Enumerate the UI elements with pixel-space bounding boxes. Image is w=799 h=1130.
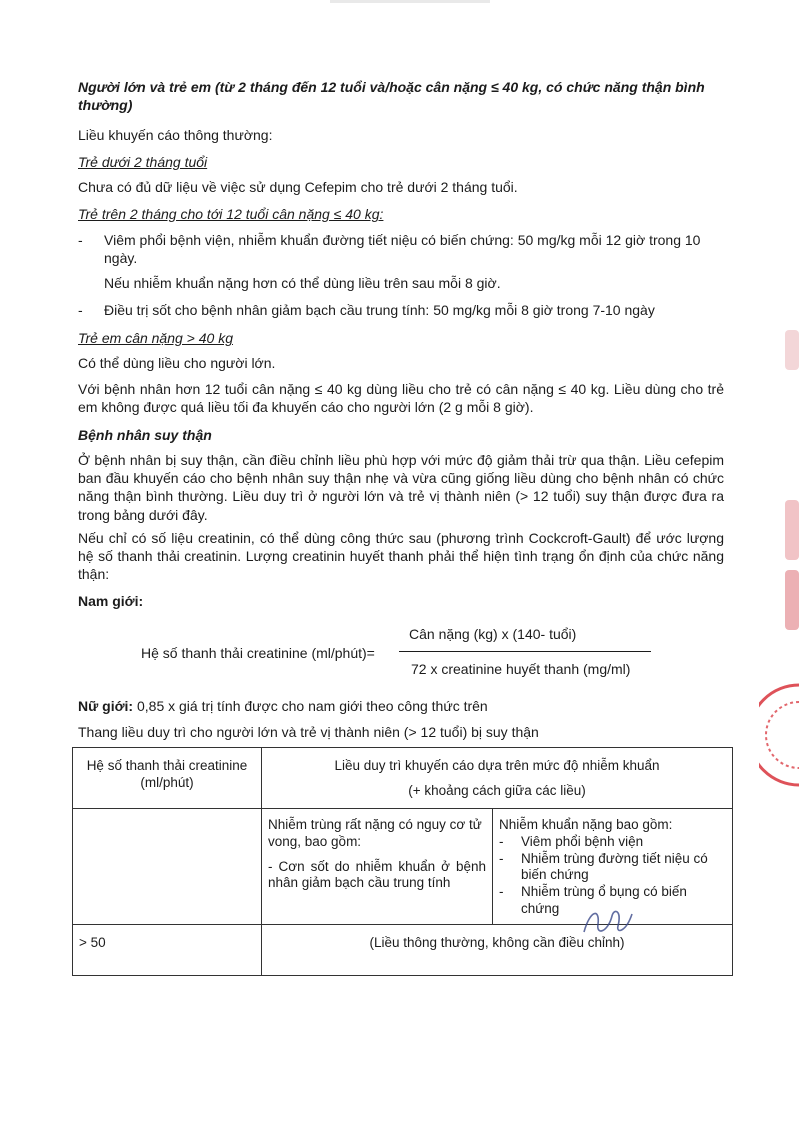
bullet1-text: Viêm phổi bệnh viện, nhiễm khuẩn đường tiết niệu có biến chứng: 50 mg/kg mỗi 12 giờ trong 10 ngày. <box>104 232 701 267</box>
female-text: 0,85 x giá trị tính được cho nam giới theo công thức trên <box>133 698 488 714</box>
signature-mark <box>578 902 638 942</box>
empty-cell <box>73 808 262 924</box>
over40-text: Có thể dùng liều cho người lớn. <box>78 355 276 371</box>
dose-value: (Liều thông thường, không cần điều chỉnh) <box>262 925 733 976</box>
formula-denominator: 72 x creatinine huyết thanh (mg/ml) <box>411 661 631 677</box>
list-item: - Viêm phổi bệnh viện <box>499 833 644 849</box>
col2-header <box>262 748 733 809</box>
dash-marker: - <box>78 232 83 248</box>
clearance-value: > 50 <box>73 925 262 976</box>
severe-item-3: Nhiễm trùng ổ bụng có biến chứng <box>521 884 687 917</box>
stamp-fragment <box>785 500 799 560</box>
stamp-fragment <box>785 570 799 630</box>
bullet1-extra: Nếu nhiễm khuẩn nặng hơn có thể dùng liều trên sau mỗi 8 giờ. <box>104 275 501 291</box>
list-item: - Nhiễm trùng đường tiết niệu có biến chứng <box>499 850 708 883</box>
dash-marker: - <box>78 302 83 318</box>
male-label: Nam giới: <box>78 593 144 609</box>
table-row <box>73 748 733 809</box>
very-severe-title: Nhiễm trùng rất nặng có nguy cơ tử vong, bao gồm: <box>268 816 482 849</box>
stamp-fragment <box>785 330 799 370</box>
renal-heading: Bệnh nhân suy thận <box>78 427 212 443</box>
col2-header-line1: Liều duy trì khuyến cáo dựa trên mức độ nhiễm khuẩn <box>334 758 660 773</box>
stamp-seal <box>759 680 799 790</box>
under2-text: Chưa có đủ dữ liệu về việc sử dụng Cefepim cho trẻ dưới 2 tháng tuổi. <box>78 179 518 195</box>
very-severe-item: - Cơn sốt do nhiễm khuẩn ở bệnh nhân giảm bạch cầu trung tính <box>268 858 486 891</box>
list-item: - Nhiễm trùng ổ bụng có biến chứng <box>499 884 687 917</box>
formula-numerator: Cân nặng (kg) x (140- tuổi) <box>409 626 577 642</box>
over40-heading: Trẻ em cân nặng > 40 kg <box>78 330 233 346</box>
severe-item-2: Nhiễm trùng đường tiết niệu có biến chứng <box>521 850 708 883</box>
usual-dose-label: Liều khuyến cáo thông thường: <box>78 127 273 143</box>
over12-text: Với bệnh nhân hơn 12 tuổi cân nặng ≤ 40 kg dùng liều cho trẻ có cân nặng ≤ 40 kg. Liều dùng cho trẻ em không được quá liều tối đa khuyến cáo cho người lớn (2 g mỗi 8 giờ). <box>78 381 724 416</box>
bullet2-text: Điều trị sốt cho bệnh nhân giảm bạch cầu trung tính: 50 mg/kg mỗi 8 giờ trong 7-10 ngày <box>104 302 655 318</box>
severe-item-1: Viêm phổi bệnh viện <box>521 833 644 849</box>
list-item <box>78 231 724 267</box>
over2-heading: Trẻ trên 2 tháng cho tới 12 tuổi cân nặng ≤ 40 kg: <box>78 206 384 222</box>
col2-header-line2: (+ khoảng cách giữa các liều) <box>408 782 586 798</box>
table-intro: Thang liều duy trì cho người lớn và trẻ vị thành niên (> 12 tuổi) bị suy thận <box>78 724 539 740</box>
very-severe-cell <box>262 808 493 924</box>
fraction-line <box>399 651 651 652</box>
severe-title: Nhiễm khuẩn nặng bao gồm: <box>499 816 673 832</box>
creatinine-text: Nếu chỉ có số liệu creatinin, có thể dùng công thức sau (phương trình Cockcroft-Gault) để ước lượng hệ số thanh thải creatinin. Lượng creatinin huyết thanh phải thể hiện tình trạng ổn định của chức năng thận: <box>78 530 724 583</box>
adult-child-heading: Người lớn và trẻ em (từ 2 tháng đến 12 tuổi và/hoặc cân nặng ≤ 40 kg, có chức năng thận bình thường) <box>78 79 705 114</box>
formula-label: Hệ số thanh thải creatinine (ml/phút)= <box>141 645 375 661</box>
renal-text: Ở bệnh nhân bị suy thận, cần điều chỉnh liều phù hợp với mức độ giảm thải trừ qua thận. Liều cefepim ban đầu khuyến cáo cho bệnh nhân suy thận nhẹ và vừa cũng giống liều dùng cho bệnh nhân có chức năng thận bình thường. Liều duy trì ở người lớn và trẻ vị thành niên (> 12 tuổi) suy thận được đưa ra trong bảng dưới đây. <box>78 452 724 523</box>
under2-heading: Trẻ dưới 2 tháng tuổi <box>78 154 208 170</box>
scan-mark <box>330 0 490 3</box>
female-label: Nữ giới: <box>78 698 134 714</box>
list-item <box>78 301 724 319</box>
col1-header: Hệ số thanh thải creatinine (ml/phút) <box>73 748 262 809</box>
female-line <box>78 697 724 715</box>
